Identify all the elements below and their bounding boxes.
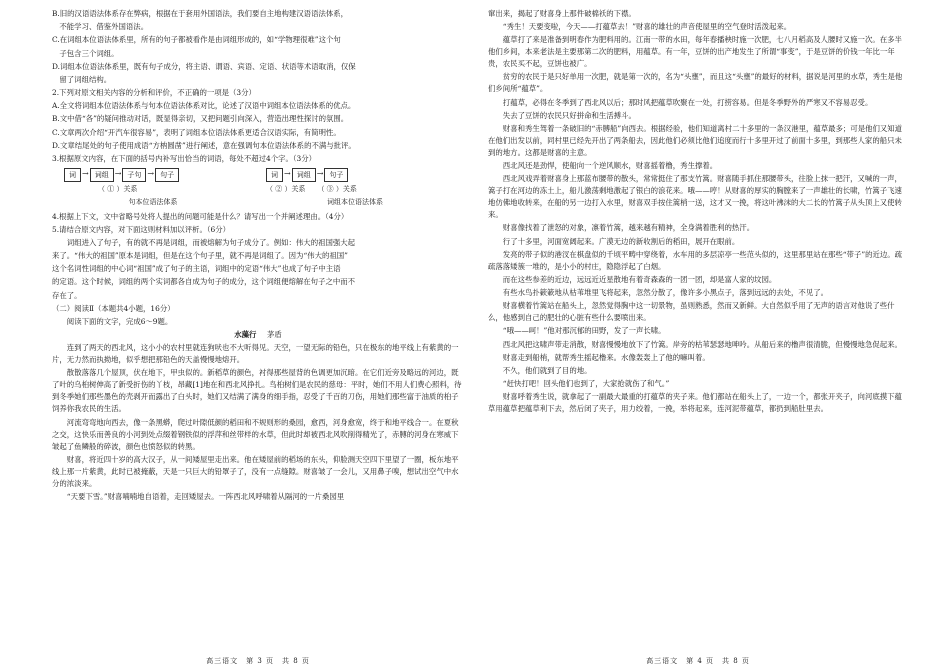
story-paragraph: “天要下雪。”财喜喃喃地自语着，走回矮屋去。一阵西北风呼啸着从隔河的一片桑园里 (66, 491, 345, 501)
story-paragraph: “秀生！天要变啦，今天——打蕴草去！”财喜的雄壮的声音使屋里的空气登时活泼起来。 (502, 22, 792, 32)
arrow-icon: → (284, 169, 291, 179)
story-paragraph: 打蕴草，必得在冬季到了西北风以后；那时风把蕴草吹聚在一处，打捞容易。但是冬季野外的严寒又不容易忍受。 (502, 97, 873, 107)
story-paragraph: 有些水鸟扑簌簌地从枯苇堆里飞将起来，忽然分散了，像许多小黑点子，落到远远的去处，不见了。 (502, 288, 828, 298)
story-text-right (488, 8, 908, 415)
grammar-diagram (64, 168, 444, 209)
story-author: 茅盾 (266, 330, 282, 340)
text-line: 的定语。这个时候，词组的两个实词都各自成为句子的成分，这个词组便熔解在句子之中而不 (52, 277, 356, 287)
story-paragraph: 西北风还是劲悍，使船向一个逆风顺水，财喜摇着橹，秀生撑着。 (502, 161, 718, 171)
diagram-node: 词 (64, 168, 81, 182)
text-line: C.文章两次介绍“开汽车很容易”，表明了词组本位语法体系更适合汉语实际，有简明性。 (52, 127, 341, 137)
story-paragraph: 而在这些参差的近边，远远近近星散地有着奇森森的一团一团，却是富人家的坟园。 (502, 274, 777, 284)
story-paragraph: 散散落落几个屋顶，伏在地下，甲虫似的。新稻草的颜色，衬得那些屋背的色调更加沉暗。在它们近旁及略远的河边，既了叶的乌桕树伸高了新受折伤的丫枝，昂藏[1]地在和西北风挣扎。鸟桕树们是农民的慈母：平时，她们不用人们费心照料，待到冬季她们那些墨色的壳剥开而露出了白头时，她们又结满了满身的细手指，忍受了千百的刀伤，用她们那些富于油质的桕子饲养你我农民的生活。 (52, 368, 462, 414)
story-paragraph: 贫穷的农民于是只好单用一次肥，就是第一次的，名为“头壅”，而且这“头壅”的最好的材料，据说是河里的水草，秀生是他们乡间所“蕴草”。 (488, 72, 903, 94)
diagram-node: 词组 (292, 168, 316, 182)
arrow-icon: → (114, 169, 122, 179)
story-paragraph: 不久，他们就到了目的地。 (502, 365, 592, 375)
text-line: 留了词组结构。 (59, 74, 112, 84)
text-line: 存在了。 (52, 290, 82, 300)
text-line: 不能学习、借鉴外国语法。 (59, 22, 149, 32)
story-paragraph: 连到了两天的西北风，这小小的农村里就连狗吠也不大听得见。天空，一望无际的铅色，只在极东的地平线上有紫黄的一片，无力然而执拗地，似乎想把那铅色的天盖慢慢地熔开。 (52, 343, 459, 365)
story-paragraph: 财喜像找着了泄怒的对象，凛着竹篙，越来越有精神，全身满着胜利的热汗。 (502, 223, 755, 233)
sentence-based-caption: 句本位语法体系 (128, 198, 178, 207)
arrow-icon: → (316, 169, 324, 179)
story-paragraph: 财喜和秀生驾着一条破旧的“赤膊船”向西去。根据经验，他们知道离村二十多里的一条汉港里，蕴草最多；可是他们又知道在他们出发以前，同村里已经先开出了两条船去，因此他们必须比他们追度而行十多里开过了前面十多里，到那些人家的船只未到的地方。这都是财喜的主意。 (488, 123, 903, 157)
text-line: 2.下列对原文相关内容的分析和评价，不正确的一项是（3分） (52, 88, 256, 98)
diagram-node: 句子 (324, 168, 348, 182)
page-footer-right: 高三语文 第 4 页 共 8 页 (646, 656, 750, 665)
story-paragraph: 河流弯弯地向西去，像一条黑蟒，爬过叶隙低颜的稻田和不规则形的桑园，愈西，河身愈宽，终于和地平线合一。在夏秋之交，这快乐而善良的小河到处点缀着钢铁似的浮萍和丝带样的水草，但此时却被西北风吹削得精光了，赤膊的河身在寒威下皱起了鱼鳞般的碎波，颜色也愤怒似的转黑。 (52, 417, 459, 451)
diagram-node: 词 (266, 168, 283, 182)
story-paragraph: 财喜横着竹篙站在船头上，忽然觉得胸中这一切景物，虽则熟悉，然而又新鲜。大自然似乎用了无声的语言对他说了些什么，他感到自己的肥壮的心脏有些什么要喷出来。 (488, 301, 895, 323)
story-paragraph: “赶快打吧！回头他们也到了，大家抢就伤了和气。” (502, 379, 670, 389)
story-text-left (52, 342, 464, 503)
phrase-based-chain (266, 168, 444, 182)
phrase-based-caption: 词组本位语法体系 (327, 198, 383, 207)
relation-1-label: （ ① ）关系 (98, 184, 138, 193)
question-options (52, 8, 464, 165)
story-paragraph: 财喜走到船梢，就帮秀生摇起橹来。水像轰轰上了他的嘛叫着。 (502, 352, 710, 362)
story-paragraph: 财喜呼着秀生说，就拿起了一副最大最重的打蕴草的夹子来。他们都站在船头上了，一边一个，都张开夹子，向河底摸下蕴草用蕴草把蕴草利下去，然后闭了夹子，用力绞着，一挽，举将起来，连河泥带蕴草，都扔到船肚里去。 (488, 392, 902, 414)
text-line: （二）阅读Ⅱ（本题共4小题，16分） (52, 303, 175, 313)
text-line: 5.请结合原文内容，对下面这则材料加以评析。（6分） (52, 224, 231, 234)
story-paragraph: 窜出来，揭起了财喜身上那件破棉袄的下襟。 (488, 9, 636, 18)
text-line: 子包含三个词组。 (59, 48, 119, 58)
sentence-based-chain (64, 168, 242, 182)
text-line: D.文章结尾处的句子使用成语“方枘圆凿”进行阐述，意在强调句本位语法体系的不满与批评。 (52, 140, 356, 150)
arrow-icon: → (82, 169, 89, 179)
right-page (488, 8, 908, 671)
story-title-line (52, 329, 464, 341)
text-line: 3.根据原文内容，在下面的括号内补写出恰当的词语，每处不超过4个字。（3分） (52, 153, 317, 163)
text-line: D.词组本位语法体系里，既有句子成分，将主语、谓语、宾语、定语、状语等术语取消，仅保 (52, 61, 356, 71)
story-title: 水藻行 (234, 330, 257, 340)
text-line: 词组进入了句子，有的就不再是词组，而被熔解为句子成分了。例如：伟大的祖国强大起 (66, 237, 356, 247)
relation-3-label: （ ③ ）关系 (317, 184, 357, 193)
text-line: C.在词组本位语法体系里，所有的句子都被看作是由词组形成的，如“学物理很难”这个句 (52, 35, 341, 45)
diagram-node: 词组 (90, 168, 114, 182)
questions-4-5 (52, 211, 464, 328)
diagram-node: 句子 (155, 168, 179, 182)
left-page (52, 8, 464, 671)
story-paragraph: 失去了豆饼的农民只好拼命和生活搏斗。 (502, 110, 636, 120)
story-paragraph: “哦——呵！”他对那沉郁的田野，发了一声长啸。 (502, 326, 666, 336)
text-line: B.文中借“各”的疑问推动对话，既显得亲切，又把问题引向深入，营造出理性探讨的氛围。 (52, 114, 349, 124)
sentence-based-diagram (64, 168, 242, 209)
story-paragraph: 西北风把这啸声带走消散，财喜慢慢地放下了竹篙。岸旁的枯苇瑟瑟地呻吟。从船后来的橹声很清脆，但慢慢地急促起来。 (502, 339, 902, 349)
story-paragraph: 蕴草打了来是准备到明春作为肥料用的。江南一带的水田，每年春播秧时施一次肥，七八月稻高及人腰时又施一次。在多半他们乡间，本来老法是主要那第二次的肥料，用蕴草。有一年，豆饼的出产地发生了所谓“事变”，于是豆饼的价钱一年比一年贵，农民买不起，豆饼也被广。 (488, 35, 902, 69)
story-paragraph: 发亮的带子似的港汊在棋盘似的千顷平畴中穿绕着，水车用的多层凉亭一些范头似的，这里那里站在那些“带子”的近边。疏疏落落矮簇一堆的，是小小的村庄，隐隐浮起了白烟。 (488, 249, 903, 271)
phrase-based-diagram (266, 168, 444, 209)
diagram-node: 子句 (122, 168, 146, 182)
text-line: 这个名词性词组的中心词“祖国”成了句子的主语，词组中的定语“伟大”也成了句子中主语 (52, 264, 341, 274)
text-line: A.全文将词组本位语法体系与句本位语法体系对比，论述了汉语中词组本位语法体系的优点。 (52, 101, 356, 111)
story-paragraph: 西北风戏弄着财喜身上那蓝布腰带的散头，常常挺住了那支竹篙。财喜随手抓住那腰带头，往脸上抹一把汗，又喊的一声，篙子打在河边的冻土上，船儿激荡剩地激起了银白的浪花来。哦——哼！从财喜的厚实的胸膛来了一声雄壮的长啸，竹篙子飞速地仿佛地收转来，在船的另一边打入水里，财喜双手按住篙梢一送，这才又一挽，将这叶沸沫的大二长的竹篙子从头顶上又使转来。 (488, 174, 902, 220)
relation-row-1 (64, 184, 242, 195)
page-footer-left: 高三语文 第 3 页 共 8 页 (206, 656, 310, 665)
story-paragraph: 财喜，将近四十岁的高大汉子，从一间矮屋里走出来。他在矮屋前的稻场的东头，仰脸测天空四下里望了一圈，板东地平线上那一片紫黄，此时已被掩蔽，天是一只巨大的铅罩子了，没有一点缝隙。财喜皱了一会儿，又用鼻子嗅，想试出空气中水分的浓淡来。 (52, 454, 459, 488)
relation-row-2 (266, 184, 444, 195)
text-line: B.旧的汉语语法体系存在弊病，根据在于套用外国语法，我们要自主地构建汉语语法体系， (52, 9, 349, 18)
text-line: 来了。“伟大的祖国”原本是词组，但是在这个句子里，就不再是词组了。因为“伟大的祖国” (52, 251, 348, 261)
story-paragraph: 行了十多里，河面宽阔起来。广漠无边的新收割后的稻田，展开在眼前。 (502, 236, 740, 246)
text-line: 阅读下面的文字，完成6～9题。 (66, 316, 173, 326)
text-line: 4.根据上下文，文中省略号处将人提出的问题可能是什么？请写出一个并阐述理由。（4分） (52, 211, 349, 221)
relation-2-label: （ ② ）关系 (266, 184, 306, 193)
arrow-icon: → (147, 169, 155, 179)
